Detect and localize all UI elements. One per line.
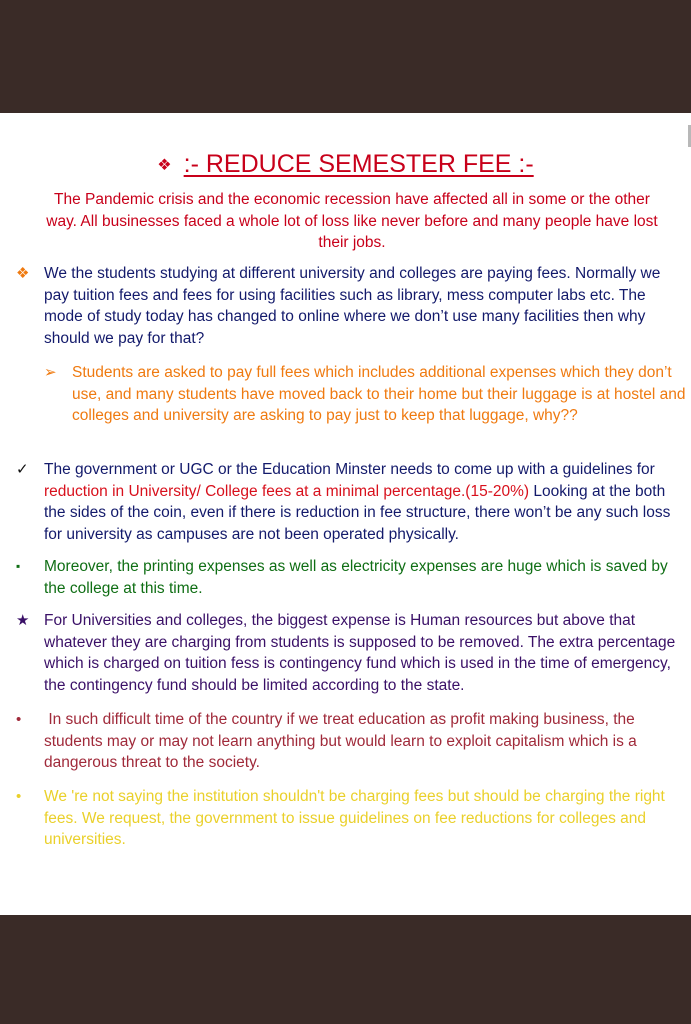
page-title [0, 149, 691, 183]
point-text: Moreover, the printing expenses as well as electricity expenses are huge which is saved by the college at this time. [44, 558, 668, 597]
point-text: We 're not saying the institution shouldn't be charging fees but should be charging the right fees. We request, the government to issue guidelines on fee reductions for colleges and universities. [44, 788, 665, 848]
star-icon: ★ [16, 612, 30, 629]
point-text-part: Looking at the both the sides of the coin, even if there is reduction in fee structure, there won’t be any such loss for university as campuses are not been operated physically. [44, 482, 671, 543]
checkmark-icon: ✓ [16, 461, 29, 478]
dot-icon: • [16, 711, 22, 728]
point-text: In such difficult time of the country if we treat education as profit making business, the students may or may not learn anything but would learn to exploit capitalism which is a dangerous threat to the society. [44, 711, 642, 771]
list-item [16, 263, 688, 349]
list-item [16, 459, 688, 545]
list-item [16, 610, 688, 696]
point-text [44, 459, 688, 545]
intro-paragraph: The Pandemic crisis and the economic recession have affected all in some or the other way. All businesses faced a whole lot of loss like never before and many people have lost their jobs. [46, 191, 658, 251]
bottom-dark-band [0, 915, 691, 1024]
diamond-dots-icon: ❖ [16, 265, 30, 282]
highlighted-text: reduction in University/ College fees at a minimal percentage.(15-20%) [44, 482, 530, 500]
dot-icon: • [16, 788, 22, 805]
arrowhead-icon: ➢ [44, 364, 57, 381]
title-text: :- REDUCE SEMESTER FEE :- [183, 150, 534, 178]
point-text: We the students studying at different university and colleges are paying fees. Normally we pay tuition fees and fees for using facilities such as library, mess computer labs etc. The mode of study today has changed to online where we don’t use many facilities then why should we pay for that? [44, 265, 661, 347]
list-item [16, 786, 688, 851]
list-item [16, 556, 688, 599]
point-text: For Universities and colleges, the biggest expense is Human resources but above that whatever they are charging from students is supposed to be removed. The extra percentage which is charged on tuition fess is contingency fund which is used in the time of emergency, the contingency fund should be limited according to the state. [44, 612, 676, 694]
top-dark-band [0, 0, 691, 113]
document-page [0, 113, 691, 915]
point-text-part: The government or UGC or the Education Minster needs to come up with a guidelines for [44, 461, 655, 478]
point-text: Students are asked to pay full fees which includes additional expenses which they don’t use, and many students have moved back to their home but their luggage is at hostel and colleges and university are asking to pay just to keep that luggage, why?? [72, 364, 686, 424]
diamond-dots-icon: ❖ [157, 157, 172, 174]
list-item [16, 709, 688, 774]
list-item [44, 362, 688, 427]
square-icon: ▪ [16, 559, 21, 573]
